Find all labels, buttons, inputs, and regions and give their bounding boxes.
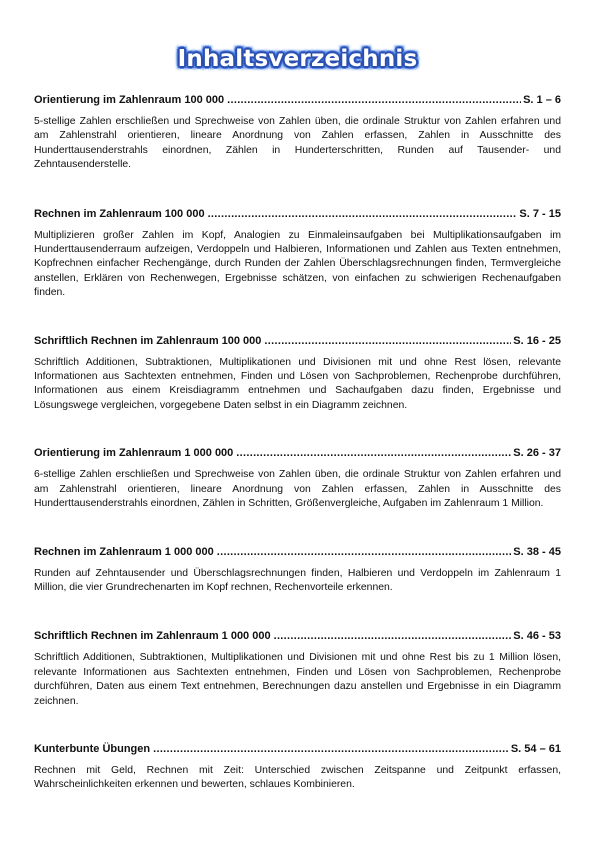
entry-title: Rechnen im Zahlenraum 1 000 000 [34,545,214,558]
entry-description: Multiplizieren großer Zahlen im Kopf, Analogien zu Einmaleinsaufgaben bei Multiplikationsaufgaben im Hunderttausenderraum aufzeigen, Verdoppeln und Halbieren, Informationen und Zahlen aus Texten entnehmen, Kopfrechnen einfacher Rechengänge, durch Runden der Zahlen Überschlagsrechnungen finden, Termvergleiche anstellen, Erklären von Rechenwegen, Ergebnisse schätzen, von einfachen zu schwierigen Rechenaufgaben finden. [34,229,561,299]
toc-entry [34,546,561,596]
toc-entry [34,208,561,301]
entry-title: Orientierung im Zahlenraum 100 000 [34,94,225,106]
entry-page-range: S. 26 - 37 [513,447,561,460]
toc-entry [34,447,561,511]
dot-leader [217,546,512,559]
toc-entry [34,630,561,709]
toc-entry-heading[interactable] [34,546,561,559]
toc-entry [34,335,561,414]
entry-description: Schriftlich Additionen, Subtraktionen, Multiplikationen und Divisionen mit und ohne Rest bis zu 1 Million lösen, relevante Informationen aus Sachtexten entnehmen, Finden und Lösen von Sachproblemen, Rechenprobe durchführen, Daten aus einem Text entnehmen, Berechnungen dazu anstellen und Ergebnisse in ein Diagramm zeichnen. [34,652,561,707]
entry-page-range: S. 54 – 61 [510,742,561,755]
dot-leader [274,630,512,643]
entry-title: Kunterbunte Übungen [34,742,151,755]
entry-page-range: S. 1 – 6 [523,94,561,106]
entry-description: Schriftlich Additionen, Subtraktionen, Multiplikationen und Divisionen mit und ohne Rest lösen, relevante Informationen aus Sachtexten entnehmen, Finden und Lösen von Sachproblemen, Rechenprobe durchführen, Informationen aus einem Kreisdiagramm entnehmen und Sachaufgaben dazu finden, Ergebnisse und Lösungswege vergleichen, vorgegebene Daten selbst in ein Diagramm zeichnen. [34,356,561,411]
title-banner [34,0,561,78]
toc-entry-heading[interactable] [34,94,561,107]
entry-title: Orientierung im Zahlenraum 1 000 000 [34,447,234,460]
entry-page-range: S. 16 - 25 [513,334,561,347]
entry-page-range: S. 38 - 45 [513,545,561,558]
toc-entry-heading[interactable] [34,208,561,221]
toc-entry [34,743,561,793]
dot-leader [208,208,518,221]
entry-page-range: S. 46 - 53 [513,630,561,643]
page-title: Inhaltsverzeichnis [177,46,418,72]
dot-leader [227,94,521,107]
dot-leader [153,743,509,756]
entry-description: 5-stellige Zahlen erschließen und Sprechweise von Zahlen üben, die ordinale Struktur von Zahlen erfahren und am Zahlenstrahl orientieren, lineare Anordnung von Zahlen erfassen, Zahlen in Ausschnitte des Hunderttausenderstrahls einordnen, Zählen in Hunderterschritten, Runden auf Tausender- und Zehntausenderstelle. [34,116,561,171]
dot-leader [264,335,511,348]
entry-page-range: S. 7 - 15 [519,207,561,220]
entry-description: Rechnen mit Geld, Rechnen mit Zeit: Unterschied zwischen Zeitspanne und Zeitpunkt erfassen, Wahrscheinlichkeiten erkennen und bewerten, schlaues Kombinieren. [34,764,561,791]
toc-entry-heading[interactable] [34,630,561,643]
entry-description: Runden auf Zehntausender und Überschlagsrechnungen finden, Halbieren und Verdoppeln im Zahlenraum 1 Million, die vier Grundrechenarten im Kopf rechnen, Rechenvorteile erkennen. [34,567,561,593]
toc-entry-heading[interactable] [34,447,561,460]
entry-title: Rechnen im Zahlenraum 100 000 [34,207,205,220]
dot-leader [236,447,511,460]
toc-entry [34,94,561,173]
toc-entry-heading[interactable] [34,743,561,756]
entry-description: 6-stellige Zahlen erschließen und Sprechweise von Zahlen üben, die ordinale Struktur von Zahlen erfahren und am Zahlenstrahl orientieren, lineare Anordnung von Zahlen erfassen, Zahlen in Ausschnitte des Hunderttausenderstrahls einordnen, Zählen in Schritten, Größenvergleiche, Aufgaben im Zahlenraum 1 Million. [34,469,561,510]
entry-title: Schriftlich Rechnen im Zahlenraum 100 000 [34,334,262,347]
entry-title: Schriftlich Rechnen im Zahlenraum 1 000 000 [34,630,271,643]
toc-entry-heading[interactable] [34,335,561,348]
